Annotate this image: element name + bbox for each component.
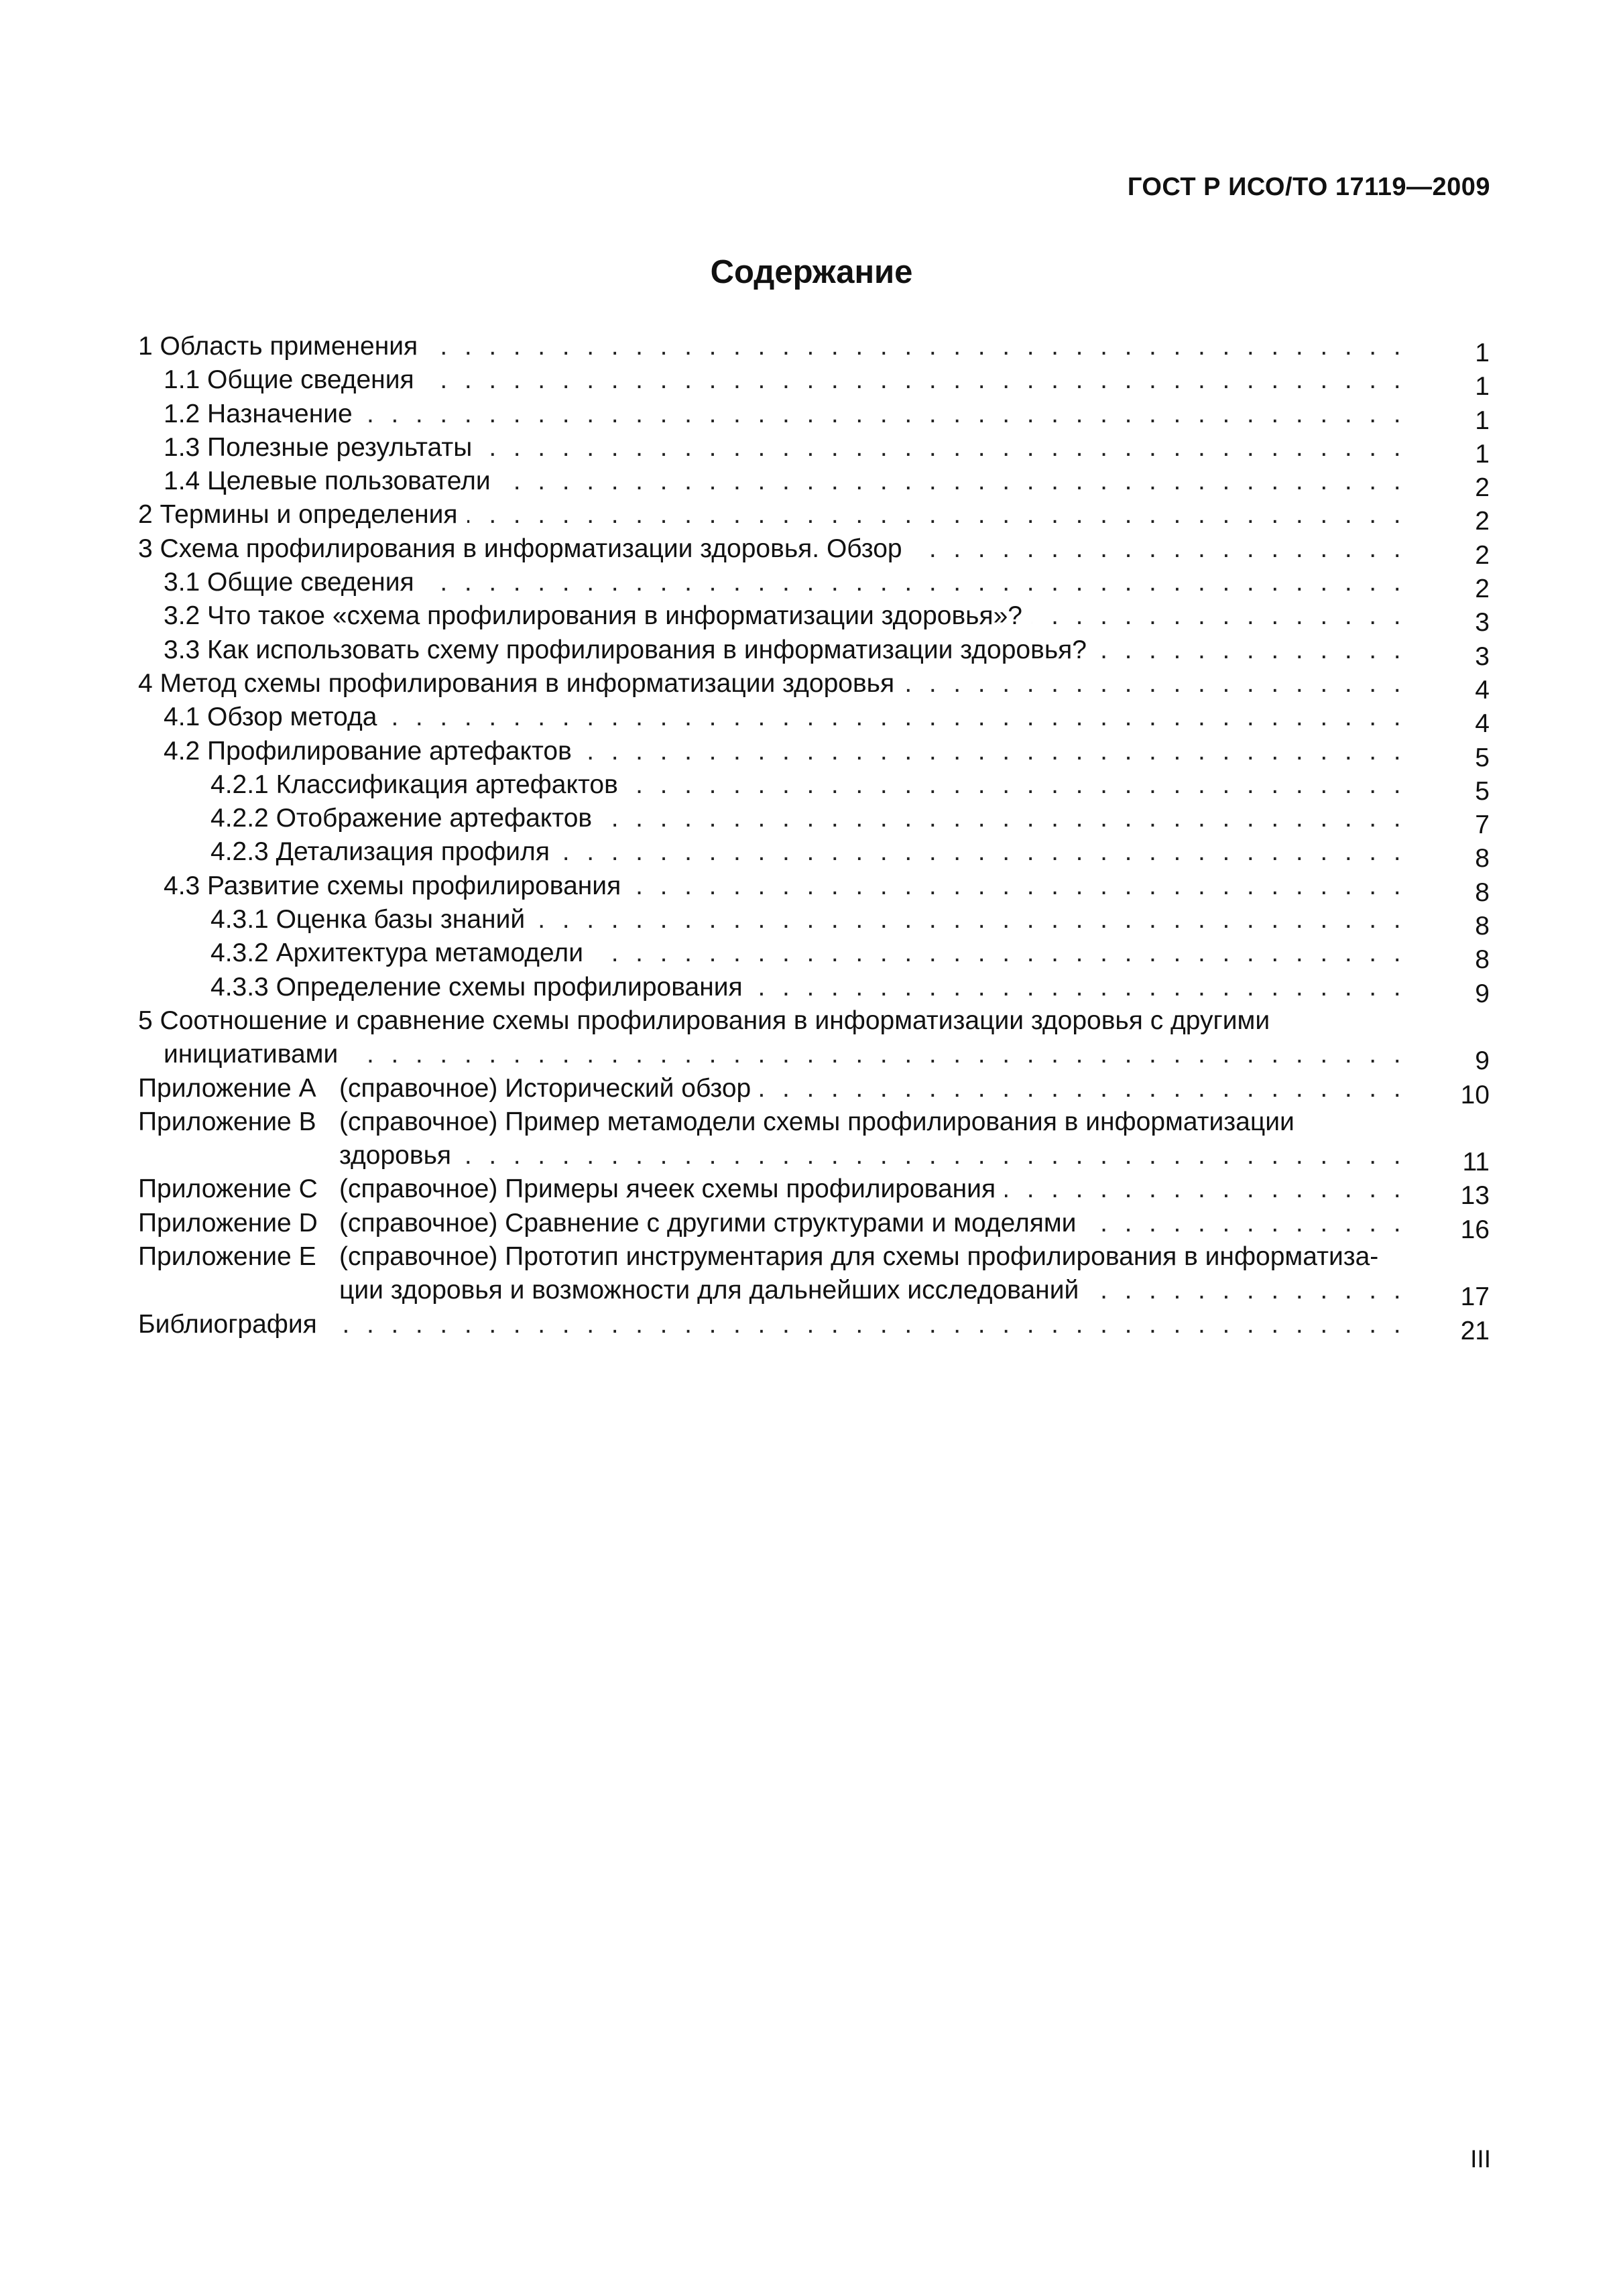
toc-entry[interactable]: [138, 564, 1490, 604]
toc-page-number: 16: [1460, 1215, 1490, 1244]
toc-entry[interactable]: [138, 396, 1490, 435]
toc-entry-text: (справочное) Сравнение с другими структурами и моделями: [339, 1209, 1085, 1237]
toc-entry[interactable]: [138, 1003, 1490, 1036]
toc-entry-label: [138, 1208, 1406, 1239]
toc-page-number: 3: [1475, 608, 1490, 638]
toc-entry[interactable]: [138, 834, 1490, 873]
toc-page-number: 3: [1475, 642, 1490, 671]
toc-entry[interactable]: [138, 430, 1490, 469]
appendix-prefix: Приложение А: [138, 1073, 339, 1104]
toc-entry[interactable]: [138, 362, 1490, 402]
toc-entry[interactable]: [138, 497, 1490, 536]
toc-entry-label: [211, 938, 1406, 969]
toc-page-number: 2: [1475, 575, 1490, 604]
toc-page-number: 1: [1475, 406, 1490, 435]
appendix-prefix: Приложение D: [138, 1208, 339, 1239]
toc-entry-text: Библиография: [138, 1310, 326, 1339]
toc-entry[interactable]: [138, 902, 1490, 941]
toc-entry-text: (справочное) Пример метамодели схемы профилирования в информатизации: [339, 1107, 1304, 1136]
toc-entry-label: [164, 466, 1406, 497]
toc-entry-label: [211, 770, 1406, 800]
toc-appendix[interactable]: [138, 1171, 1490, 1211]
toc-appendix[interactable]: [138, 1205, 1490, 1244]
toc-entry-text: 4.3.3 Определение схемы профилирования: [211, 973, 752, 1002]
toc-appendix[interactable]: [138, 1239, 1490, 1272]
toc-entry-text: ции здоровья и возможности для дальнейших исследований: [339, 1276, 1088, 1305]
appendix-prefix: Приложение В: [138, 1107, 339, 1138]
toc-entry-text: (справочное) Прототип инструментария для схемы профилирования в информатиза-: [339, 1242, 1388, 1271]
toc-entry-text: 4.2 Профилирование артефактов: [164, 737, 581, 766]
toc-entry-label: [138, 499, 1406, 530]
toc-entry[interactable]: [138, 868, 1490, 907]
toc-page-number: 2: [1475, 507, 1490, 536]
toc-entry[interactable]: [138, 328, 1490, 367]
toc-entry[interactable]: [138, 666, 1490, 705]
toc-entry[interactable]: [138, 598, 1490, 638]
toc-entry[interactable]: [138, 463, 1490, 503]
toc-entry-label: [339, 1140, 1406, 1171]
page-title: Содержание: [710, 254, 913, 290]
toc-entry-label: [138, 1006, 1406, 1036]
toc-entry-label: [164, 399, 1406, 430]
toc-entry[interactable]: [138, 531, 1490, 570]
toc-entry-text: 3 Схема профилирования в информатизации здоровья. Обзор: [138, 534, 912, 563]
toc-entry-text: 1.4 Целевые пользователи: [164, 467, 500, 495]
toc-page-number: 8: [1475, 844, 1490, 873]
toc-entry-text: 4.2.1 Классификация артефактов: [211, 770, 627, 799]
toc-entry-text: 1.2 Назначение: [164, 400, 362, 428]
toc-entry-label: [164, 601, 1406, 631]
toc-entry-label: [164, 871, 1406, 902]
toc-entry-label: [164, 432, 1406, 463]
toc-appendix-continuation[interactable]: [138, 1272, 1490, 1312]
toc-entry[interactable]: [138, 733, 1490, 772]
toc-page-number: 5: [1475, 743, 1490, 772]
toc-page-number: 4: [1475, 675, 1490, 705]
toc-entry-text: 4.3.1 Оценка базы знаний: [211, 905, 534, 934]
toc-page-number: 8: [1475, 912, 1490, 941]
toc-entry-label: [211, 972, 1406, 1003]
toc-entry[interactable]: [138, 632, 1490, 671]
toc-entry[interactable]: [138, 800, 1490, 840]
toc-entry[interactable]: [138, 935, 1490, 975]
toc-page-number: 11: [1462, 1148, 1490, 1177]
toc-entry-text: 4.2.2 Отображение артефактов: [211, 804, 601, 833]
toc-page-number: 17: [1460, 1282, 1490, 1312]
toc-entry-text: инициативами: [164, 1040, 347, 1069]
toc-page-number: 8: [1475, 945, 1490, 975]
toc-entry-label: [211, 837, 1406, 867]
toc-entry-label: [164, 702, 1406, 733]
toc-page-number: 5: [1475, 776, 1490, 806]
toc-entry-label: [138, 1174, 1406, 1205]
page-number: III: [1470, 2145, 1491, 2173]
toc-entry-text: 4.3.2 Архитектура метамодели: [211, 939, 593, 967]
toc-page-number: 4: [1475, 709, 1490, 739]
toc-entry[interactable]: [138, 767, 1490, 806]
toc-page-number: 1: [1475, 439, 1490, 469]
toc-page-number: 9: [1475, 1046, 1490, 1076]
toc-appendix-continuation[interactable]: [138, 1138, 1490, 1177]
toc-page-number: 2: [1475, 473, 1490, 503]
appendix-prefix: Приложение Е: [138, 1242, 339, 1272]
toc-appendix[interactable]: [138, 1071, 1490, 1109]
toc-entry-text: 1 Область применения: [138, 332, 427, 361]
toc-page-number: 1: [1475, 372, 1490, 402]
toc-entry-text: (справочное) Исторический обзор: [339, 1074, 760, 1103]
toc-entry-text: 1.1 Общие сведения: [164, 365, 424, 394]
appendix-prefix: Приложение С: [138, 1174, 339, 1205]
toc-entry-text: 3.3 Как использовать схему профилирования в информатизации здоровья?: [164, 636, 1096, 664]
toc-entry-label: [138, 668, 1406, 699]
toc-entry-text: 3.2 Что такое «схема профилирования в информатизации здоровья»?: [164, 601, 1032, 630]
toc-entry-label: [211, 803, 1406, 834]
toc-entry-text: 4.2.3 Детализация профиля: [211, 837, 559, 866]
toc-entry-label: [138, 1107, 1406, 1138]
toc-entry-text: 3.1 Общие сведения: [164, 568, 424, 597]
toc-entry-label: [138, 534, 1406, 564]
toc-entry-continuation[interactable]: [138, 1036, 1490, 1076]
toc-entry-label: [138, 1309, 1406, 1340]
toc-entry-text: 4.3 Развитие схемы профилирования: [164, 871, 630, 900]
toc-entry-label: [164, 1039, 1406, 1070]
toc-entry[interactable]: [138, 699, 1490, 739]
toc-appendix[interactable]: [138, 1104, 1490, 1138]
toc-page-number: 21: [1460, 1316, 1490, 1345]
toc-entry-text: здоровья: [339, 1141, 461, 1170]
toc-entry-label: [164, 567, 1406, 598]
toc-entry-text: 2 Термины и определения: [138, 500, 467, 529]
toc-entry-text: (справочное) Примеры ячеек схемы профилирования: [339, 1174, 1005, 1203]
toc-entry-text: 1.3 Полезные результаты: [164, 433, 481, 462]
toc-entry-label: [164, 736, 1406, 767]
toc-entry[interactable]: [138, 969, 1490, 1008]
toc-entry-label: [211, 904, 1406, 935]
standard-code: ГОСТ Р ИСО/ТО 17119—2009: [1127, 173, 1490, 201]
toc-entry-label: [138, 1242, 1406, 1272]
toc-entry-label: [138, 1073, 1406, 1104]
toc-page-number: 2: [1475, 540, 1490, 570]
table-of-contents: [138, 328, 1490, 1345]
toc-page-number: 1: [1475, 339, 1490, 367]
toc-entry-label: [339, 1275, 1406, 1306]
toc-page-number: 10: [1460, 1080, 1490, 1109]
toc-page-number: 7: [1475, 810, 1490, 840]
toc-page-number: 9: [1475, 979, 1490, 1008]
toc-entry-text: 4 Метод схемы профилирования в информатизации здоровья: [138, 669, 904, 698]
toc-entry-label: [164, 365, 1406, 396]
toc-entry-label: [138, 331, 1406, 362]
toc-entry-label: [164, 635, 1406, 666]
toc-page-number: 8: [1475, 878, 1490, 907]
toc-bibliography[interactable]: [138, 1307, 1490, 1345]
toc-entry-text: 5 Соотношение и сравнение схемы профилирования в информатизации здоровья с другими: [138, 1006, 1279, 1035]
toc-page-number: 13: [1460, 1181, 1490, 1211]
toc-entry-text: 4.1 Обзор метода: [164, 703, 386, 731]
